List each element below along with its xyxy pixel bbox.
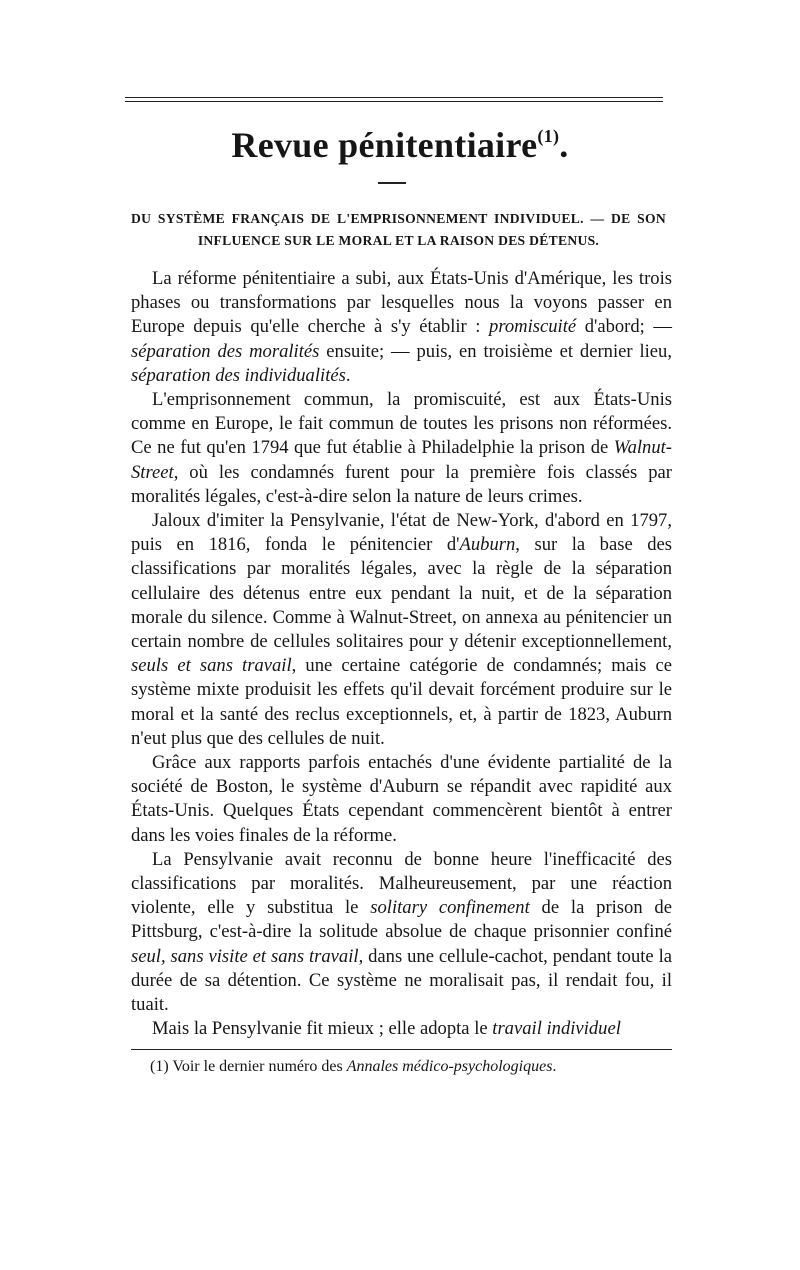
italic-run: seul, sans visite et sans travail (131, 945, 359, 967)
text-run: Mais la Pensylvanie fit mieux ; elle adopta le (152, 1018, 493, 1040)
text-run: L'emprisonnement commun, la promiscuité, est aux États-Unis comme en Europe, le fait commun de toutes les prisons non réformées. Ce ne fut qu'en 1794 que fut établie à Philadelphie la prison de (131, 389, 672, 459)
text-run: , sur la base des classifications par moralités légales, avec la règle de la séparation cellulaire des détenus entre eux pendant la nuit, et de la séparation morale du silence. Comme à Walnut-Street, on annexa au pénitencier un certain nombre de cellules solitaires pour y détenir exceptionnellement, (131, 534, 673, 653)
paragraph-4 (131, 751, 672, 848)
article-body (131, 267, 672, 1042)
text-run: d'abord; — (576, 316, 672, 338)
text-run: Grâce aux rapports parfois entachés d'une évidente partialité de la société de Boston, le système d'Auburn se répandit avec rapidité aux États-Unis. Quelques États cependant commencèrent bientôt à entrer dans les voies finales de la réforme. (131, 752, 672, 846)
article-subtitle: DU SYSTÈME FRANÇAIS DE L'EMPRISONNEMENT INDIVIDUEL. — DE SON INFLUENCE SUR LE MORAL ET LA RAISON DES DÉTENUS. (131, 211, 666, 248)
paragraph-1 (131, 267, 672, 388)
italic-run: Annales médico-psychologiques (346, 1058, 553, 1075)
italic-run: Auburn (459, 534, 516, 556)
text-run: , où les condamnés furent pour la première fois classés par moralités légales, c'est-à-dire selon la nature de leurs crimes. (131, 461, 672, 507)
text-run: Voir le dernier numéro des (168, 1058, 347, 1075)
title-divider (378, 182, 406, 184)
text-run: Jaloux d'imiter la Pensylvanie, l'état de New-York, d'abord en 1797, puis en 1816, fonda le pénitencier d' (131, 510, 672, 556)
paragraph-5 (131, 848, 672, 1017)
text-run: , dans une cellule-cachot, pendant toute la durée de sa détention. Ce système ne moralisait pas, il rendait fou, il tuait. (131, 945, 673, 1016)
paragraph-6 (131, 1017, 672, 1041)
title-end: . (559, 125, 569, 165)
text-run: ensuite; — puis, en troisième et dernier lieu, (319, 340, 672, 362)
footnote (150, 1056, 670, 1078)
italic-run: travail individuel (492, 1018, 621, 1040)
text-run: , une certaine catégorie de condamnés; mais ce système mixte produisit les effets qu'il devait forcément produire sur le moral et la santé des reclus exceptionnels, et, à partir de 1823, Auburn n'eut plus que des cellules de nuit. (131, 655, 673, 749)
footnote-marker: (1) (150, 1058, 169, 1075)
header-rule-top (125, 97, 663, 98)
paragraph-3 (131, 509, 672, 751)
article-title (0, 124, 800, 166)
header-rule-bottom (125, 101, 663, 102)
paragraph-2 (131, 388, 672, 509)
italic-run: Walnut-Street (131, 437, 672, 483)
footnote-rule (131, 1049, 672, 1050)
text-run: . (345, 364, 351, 386)
italic-run: séparation des moralités (131, 340, 320, 362)
text-run: La Pensylvanie avait reconnu de bonne heure l'inefficacité des classifications par moralités. Malheureusement, par une réaction violente, elle y substitua le (131, 848, 672, 919)
title-text: Revue pénitentiaire (231, 125, 538, 165)
italic-run: promiscuité (489, 316, 577, 338)
text-run: . (552, 1058, 557, 1075)
italic-run: séparation des individualités (131, 364, 346, 386)
title-note-marker: (1) (537, 126, 560, 146)
text-run: La réforme pénitentiaire a subi, aux États-Unis d'Amérique, les trois phases ou transformations par lesquelles nous la voyons passer en Europe depuis qu'elle cherche à s'y établir : (131, 268, 672, 338)
italic-run: seuls et sans travail (131, 655, 292, 677)
text-run: de la prison de Pittsburg, c'est-à-dire la solitude absolue de chaque prisonnier confiné (131, 897, 672, 943)
italic-run: solitary confinement (370, 897, 530, 919)
